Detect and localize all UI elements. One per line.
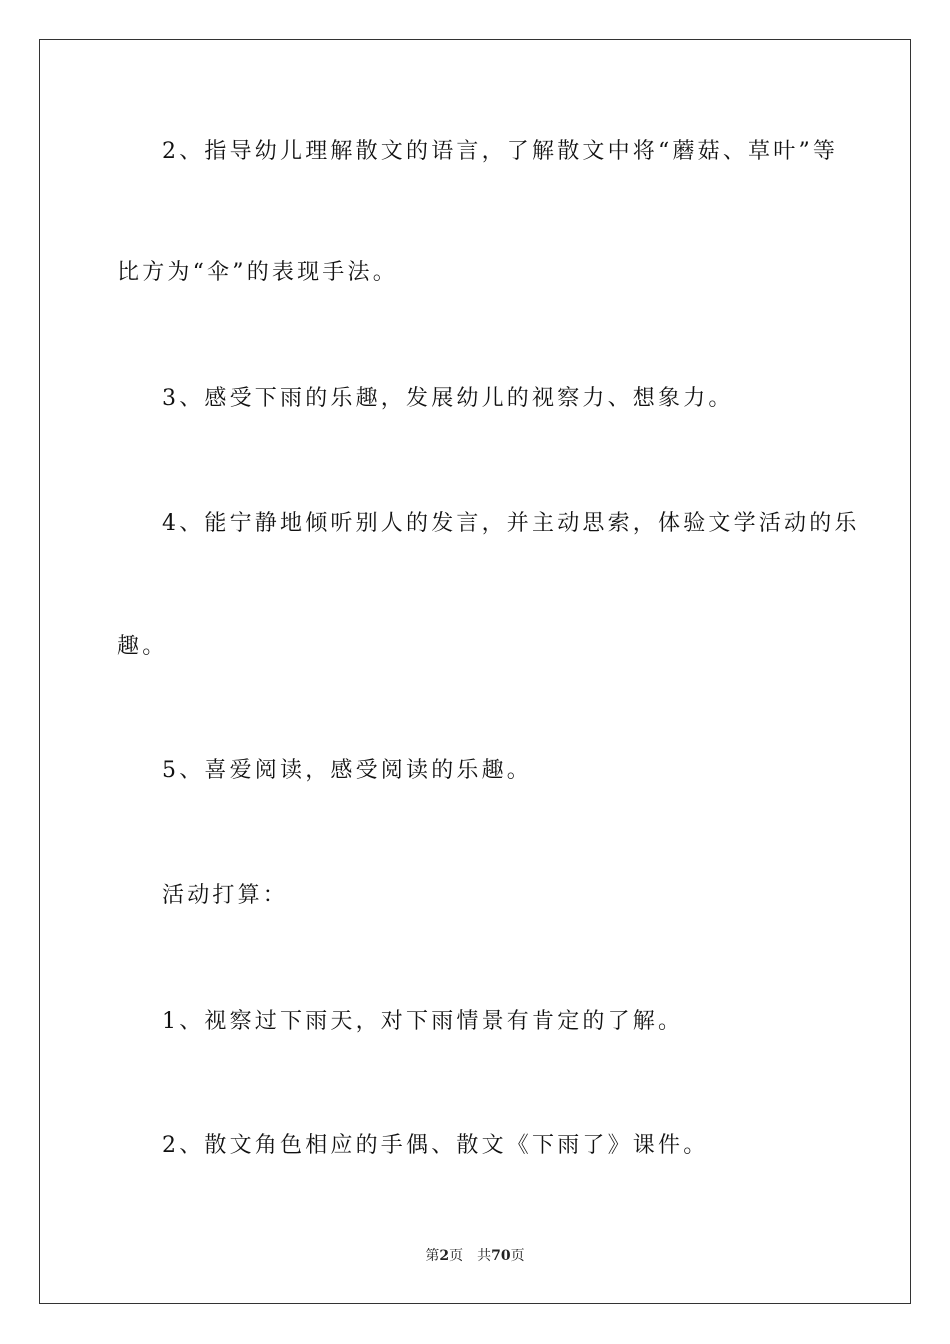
footer-total-pages: 70 (491, 1248, 511, 1264)
footer-page-number: 2 (439, 1248, 450, 1264)
footer-prefix: 第 (425, 1248, 440, 1264)
section-heading-preparation: 活动打算： (162, 883, 289, 908)
paragraph-preparation-2: 2、散文角色相应的手偶、散文《下雨了》课件。 (162, 1133, 709, 1158)
paragraph-objective-2-line-1: 2、指导幼儿理解散文的语言，了解散文中将“蘑菇、草叶”等 (162, 139, 839, 164)
footer-total-unit: 页 (510, 1248, 525, 1264)
paragraph-objective-4-line-1: 4、能宁静地倾听别人的发言，并主动思索，体验文学活动的乐 (162, 511, 860, 536)
paragraph-objective-5: 5、喜爱阅读，感受阅读的乐趣。 (162, 758, 532, 783)
page-border (39, 39, 911, 1304)
footer-total-prefix: 共 (477, 1248, 492, 1264)
page-footer (0, 1246, 950, 1266)
paragraph-objective-3: 3、感受下雨的乐趣，发展幼儿的视察力、想象力。 (162, 386, 734, 411)
paragraph-objective-4-line-2: 趣。 (117, 634, 168, 659)
footer-page-unit: 页 (449, 1248, 464, 1264)
paragraph-objective-2-line-2: 比方为“伞”的表现手法。 (117, 260, 398, 285)
paragraph-preparation-1: 1、视察过下雨天，对下雨情景有肯定的了解。 (162, 1009, 684, 1034)
